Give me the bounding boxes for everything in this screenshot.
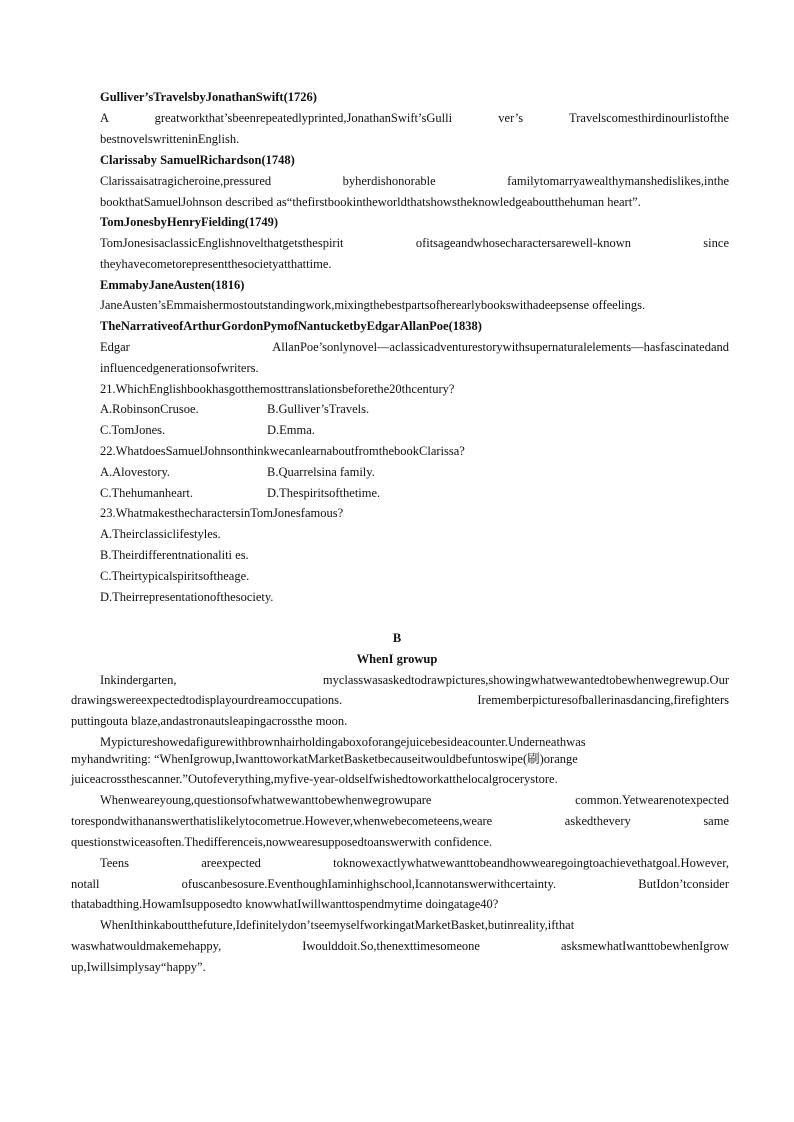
question-23-option-c: C.Theirtypicalspiritsoftheage. — [100, 569, 250, 583]
passage-line: myhandwriting: “WhenIgrowup,IwanttoworkatMarketBasketbecauseitwouldbefuntoswipe(刷)orange — [71, 752, 578, 766]
question-21: 21.WhichEnglishbookhasgotthemosttranslationsbeforethe20thcentury? — [100, 382, 455, 396]
question-22-option-d: D.Thespiritsofthetime. — [267, 486, 381, 500]
book-description-line: theyhavecometorepresentthesocietyatthattime. — [100, 257, 332, 271]
passage-line: juiceacrossthescanner.”Outofeverything,myfive-year-oldselfwishedtoworkatthelocalgrocerystore. — [71, 772, 558, 786]
passage-line: Teens areexpected toknowexactlywhatwewanttobeandhowwearegoingtoachievethatgoal.However, — [100, 856, 729, 870]
passage-line: WhenIthinkaboutthefuture,Idefinitelydon’tseemyselfworkingatMarketBasket,butinreality,ifthat — [100, 918, 575, 932]
passage-line: drawingswereexpectedtodisplayourdreamoccupations. Irememberpicturesofballerinasdancing,firefighters — [71, 693, 729, 707]
book-description-line: JaneAusten’sEmmaishermostoutstandingwork,mixingthebestpartsofherearlybookswithadeepsense offeelings. — [100, 298, 646, 312]
question-23-option-b: B.Theirdifferentnationaliti es. — [100, 548, 249, 562]
question-23: 23.WhatmakesthecharactersinTomJonesfamous? — [100, 506, 344, 520]
book-description-line: influencedgenerationsofwriters. — [100, 361, 259, 375]
book-title-arthur-gordon-pym: TheNarrativeofArthurGordonPymofNantucketbyEdgarAllanPoe(1838) — [100, 319, 482, 333]
passage-line: up,Iwillsimplysay“happy”. — [71, 960, 206, 974]
passage-line: Mypictureshowedafigurewithbrownhairholdingaboxoforangejuicebesideacounter.Underneathwas — [100, 735, 586, 749]
section-letter: B — [392, 631, 402, 645]
question-22-option-b: B.Quarrelsina family. — [267, 465, 375, 479]
passage-line: notall ofuscanbesosure.EventhoughIaminhighschool,Icannotanswerwithcertainty. ButIdon’tconsider — [71, 877, 729, 891]
book-description-line: bookthatSamuelJohnson described as“thefirstbookintheworldthatshowstheknowledgeaboutthehuman heart”. — [100, 195, 641, 209]
book-description-line: Edgar AllanPoe’sonlynovel—aclassicadventurestorywithsupernaturalelements—hasfascinatedand — [100, 340, 729, 354]
question-23-option-d: D.Theirrepresentationofthesociety. — [100, 590, 274, 604]
book-description-line: TomJonesisaclassicEnglishnovelthatgetsthespirit ofitsageandwhosecharactersarewell-known since — [100, 236, 729, 250]
passage-line: torespondwithananswerthatislikelytocometrue.However,whenwebecometeens,weare askedthevery same — [71, 814, 729, 828]
book-title-clarissa: Clarissaby SamuelRichardson(1748) — [100, 153, 295, 167]
question-22-option-a: A.Alovestory. — [100, 465, 171, 479]
book-description-line: A greatworkthat’sbeenrepeatedlyprinted,JonathanSwift’sGulli ver’s Travelscomesthirdinourlistofthe — [100, 111, 729, 125]
book-title-gullivers-travels: Gulliver’sTravelsbyJonathanSwift(1726) — [100, 90, 317, 104]
passage-title: WhenI growup — [356, 652, 438, 666]
question-21-option-c: C.TomJones. — [100, 423, 166, 437]
book-title-emma: EmmabyJaneAusten(1816) — [100, 278, 245, 292]
question-21-option-d: D.Emma. — [267, 423, 315, 437]
question-21-option-a: A.RobinsonCrusoe. — [100, 402, 199, 416]
question-21-option-b: B.Gulliver’sTravels. — [267, 402, 370, 416]
passage-line: Inkindergarten, myclasswasaskedtodrawpictures,showingwhatwewantedtobewhenwegrewup.Our — [100, 673, 729, 687]
passage-line: puttingouta blaze,andastronautsleapingacrossthe moon. — [71, 714, 348, 728]
book-description-line: bestnovelswritteninEnglish. — [100, 132, 240, 146]
passage-line: waswhatwouldmakemehappy, Iwoulddoit.So,thenexttimesomeone asksmewhatIwanttobewhenIgrow — [71, 939, 729, 953]
question-22-option-c: C.Thehumanheart. — [100, 486, 194, 500]
book-title-tom-jones: TomJonesbyHenryFielding(1749) — [100, 215, 279, 229]
passage-line: questionstwiceasoften.Thedifferenceis,nowwearesupposedtoanswerwith confidence. — [71, 835, 493, 849]
question-23-option-a: A.Theirclassiclifestyles. — [100, 527, 221, 541]
question-22: 22.WhatdoesSamuelJohnsonthinkwecanlearnaboutfromthebookClarissa? — [100, 444, 465, 458]
book-description-line: Clarissaisatragicheroine,pressured byherdishonorable familytomarryawealthymanshedislikes,inthe — [100, 174, 729, 188]
passage-line: Whenweareyoung,questionsofwhatwewanttobewhenwegrowupare common.Yetwearenotexpected — [100, 793, 729, 807]
passage-line: thatabadthing.HowamIsupposedto knowwhatIwillwanttospendmytime doingatage40? — [71, 897, 499, 911]
